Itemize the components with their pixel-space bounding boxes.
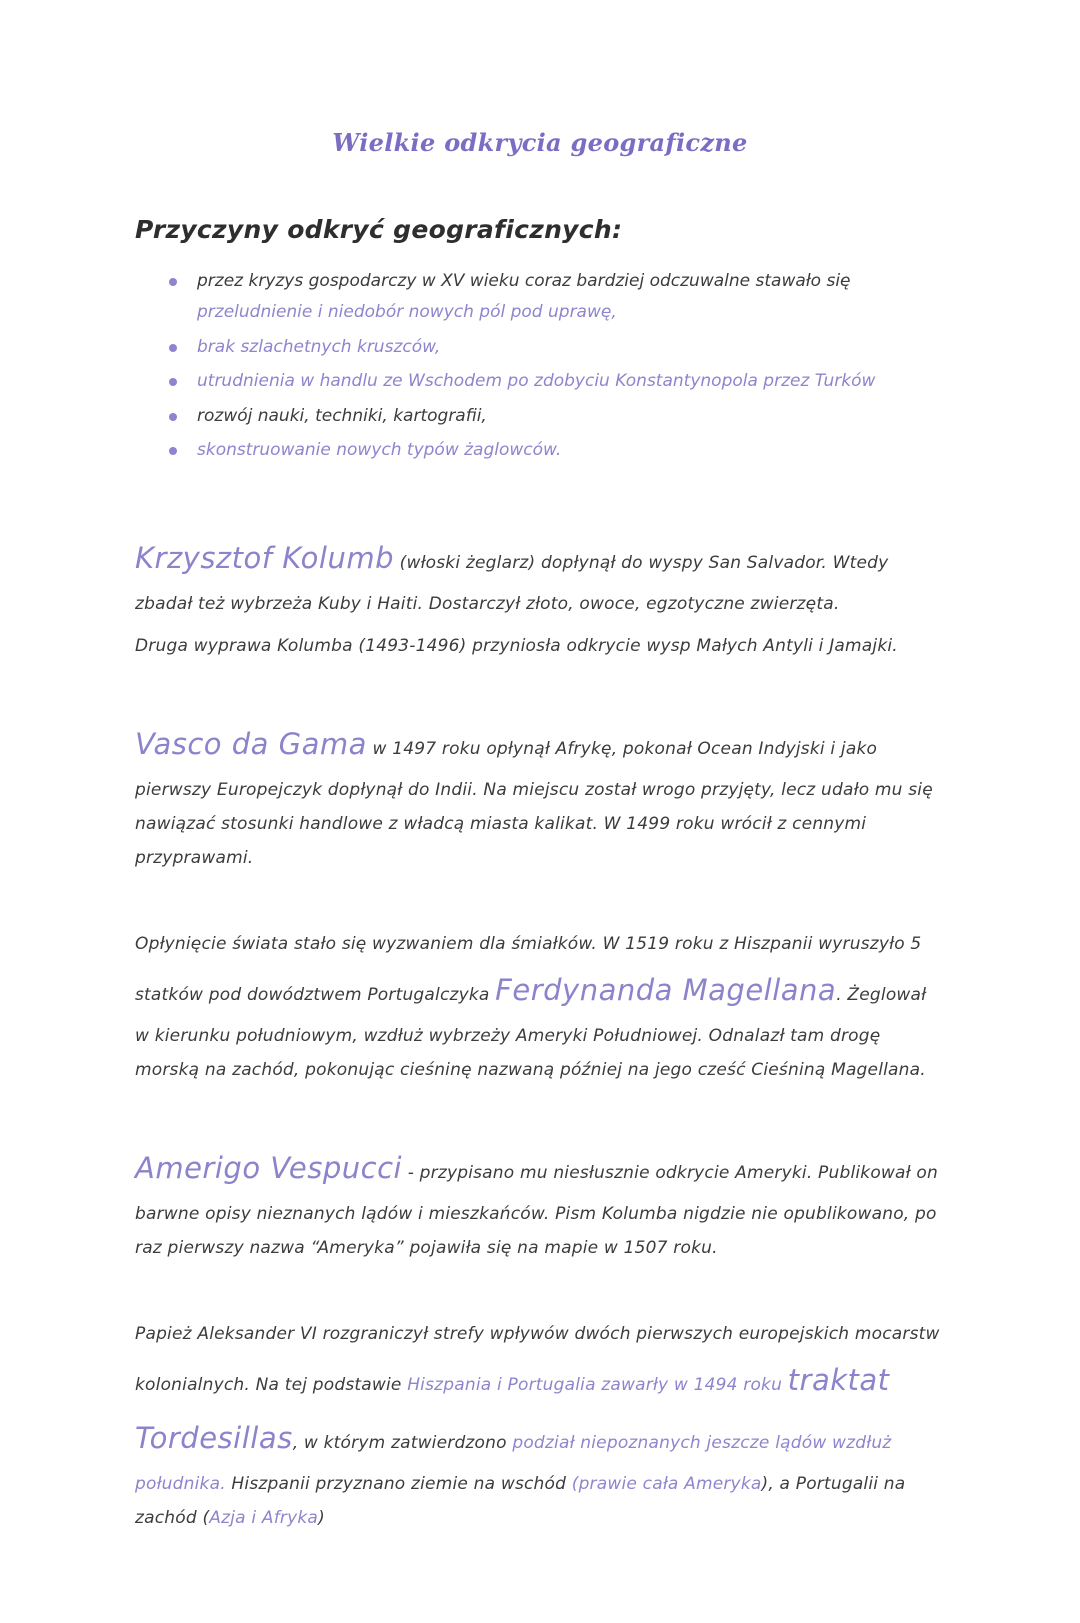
treaty-text-3: Hiszpanii przyznano ziemie na wschód xyxy=(225,1473,572,1494)
vasco-name: Vasco da Gama xyxy=(135,726,367,761)
treaty-text-2: , w którym zatwierdzono xyxy=(292,1432,513,1453)
bullet-text: przez kryzys gospodarczy w XV wieku coraz bardziej odczuwalne stawało się xyxy=(197,271,856,291)
bullet-icon xyxy=(169,413,177,421)
treaty-text-1: Papież Aleksander VI rozgraniczył strefy wpływów dwóch pierwszych europejskich mocarstw kolonialnych. Na tej podstawie xyxy=(135,1323,946,1395)
treaty-text-4: ), a Portugalii na zachód ( xyxy=(135,1473,912,1528)
bullet-item xyxy=(135,332,945,363)
section-treaty xyxy=(135,1317,945,1535)
magellan-paragraph xyxy=(135,927,945,1087)
bullet-item xyxy=(135,401,945,432)
treaty-paragraph xyxy=(135,1317,945,1535)
bullet-icon xyxy=(169,278,177,286)
bullet-text-highlight: brak szlachetnych kruszców, xyxy=(197,336,441,357)
section-causes xyxy=(135,215,945,467)
vespucci-paragraph xyxy=(135,1139,945,1265)
treaty-highlight-2: podział niepoznanych jeszcze lądów wzdłuż południka. xyxy=(135,1432,898,1494)
section-vespucci xyxy=(135,1139,945,1265)
bullet-item xyxy=(135,435,945,466)
bullet-item xyxy=(135,266,945,329)
treaty-text-5: ) xyxy=(318,1507,325,1528)
bullet-text-highlight: utrudnienia w handlu ze Wschodem po zdobyciu Konstantynopola przez Turków xyxy=(197,371,876,392)
vespucci-name: Amerigo Vespucci xyxy=(135,1150,403,1185)
section-columbus xyxy=(135,529,945,663)
bullet-icon xyxy=(169,447,177,455)
bullet-icon xyxy=(169,378,177,386)
bullet-text-highlight: skonstruowanie nowych typów żaglowców. xyxy=(197,440,562,461)
causes-list xyxy=(135,266,945,467)
bullet-item xyxy=(135,366,945,397)
bullet-icon xyxy=(169,344,177,352)
bullet-text-highlight: przeludnienie i niedobór nowych pól pod uprawę, xyxy=(197,302,617,323)
treaty-highlight-3: (prawie cała Ameryka xyxy=(571,1473,762,1494)
columbus-paragraph xyxy=(135,529,945,621)
magellan-text-1: Opłynięcie świata stało się wyzwaniem dla śmiałków. W 1519 roku z Hiszpanii wyruszyło 5 statków pod dowództwem Portugalczyka xyxy=(135,933,928,1005)
causes-heading: Przyczyny odkryć geograficznych: xyxy=(135,215,623,244)
columbus-paragraph-2 xyxy=(135,629,945,663)
vasco-text: w 1497 roku opłynął Afrykę, pokonał Ocean Indyjski i jako pierwszy Europejczyk dopłynął do Indii. Na miejscu został wrogo przyjęty, lecz udało mu się nawiązać stosunki handlowe z władcą miasta kalikat. W 1499 roku wrócił z cennymi przyprawami. xyxy=(135,738,939,868)
section-magellan xyxy=(135,927,945,1087)
page-title: Wielkie odkrycia geograficzne xyxy=(332,128,748,157)
section-vasco xyxy=(135,715,945,875)
bullet-text: rozwój nauki, techniki, kartografii, xyxy=(197,405,487,426)
columbus-text: (włoski żeglarz) dopłynął do wyspy San Salvador. Wtedy zbadał też wybrzeża Kuby i Haiti. Dostarczył złoto, owoce, egzotyczne zwierzęta. xyxy=(135,552,895,614)
magellan-name: Ferdynanda Magellana xyxy=(495,972,837,1007)
columbus-text-2: Druga wyprawa Kolumba (1493-1496) przyniosła odkrycie wysp Małych Antyli i Jamajki. xyxy=(135,635,898,656)
vespucci-text: - przypisano mu niesłusznie odkrycie Ameryki. Publikował on barwne opisy nieznanych lądów i mieszkańców. Pism Kolumba nigdzie nie opublikowano, po raz pierwszy nazwa “Ameryka” pojawiła się na mapie w 1507 roku. xyxy=(135,1162,944,1258)
vasco-paragraph xyxy=(135,715,945,875)
columbus-name: Krzysztof Kolumb xyxy=(135,540,395,575)
treaty-highlight-1: Hiszpania i Portugalia zawarły w 1494 roku xyxy=(407,1374,788,1395)
magellan-text-2: . Żeglował w kierunku południowym, wzdłuż wybrzeży Ameryki Południowej. Odnalazł tam drogę morską na zachód, pokonując cieśninę nazwaną później na jego cześć Cieśniną Magellana. xyxy=(135,984,932,1080)
treaty-highlight-4: Azja i Afryka xyxy=(209,1507,319,1528)
treaty-name: traktat Tordesillas xyxy=(135,1362,890,1455)
